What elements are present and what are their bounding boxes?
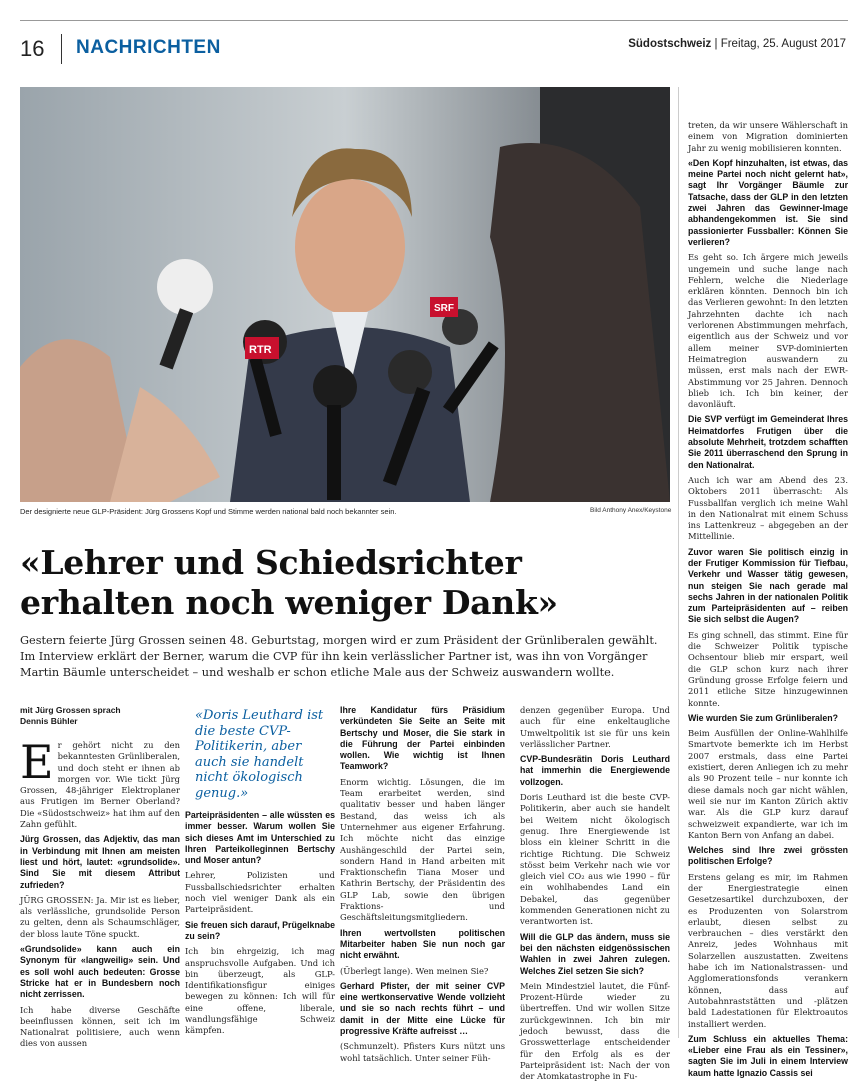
interview-answer: Ich habe diverse Geschäfte beeinflussen können, seit ich im Nationalrat politisiere, auch wenn dies von aussen — [20, 1004, 180, 1049]
column-body — [20, 735, 180, 1050]
photo-credit: Bild Anthony Anex/Keystone — [590, 507, 672, 514]
column-body — [688, 120, 848, 1079]
interview-answer: denzen gegenüber Europa. Und auch für eine enkeltaugliche Umweltpolitik ist sie für uns kein verlässlicher Partner. — [520, 705, 670, 749]
text-column-4 — [520, 705, 670, 1082]
column-body — [520, 705, 670, 1083]
interview-answer: treten, da wir unsere Wählerschaft in einem von Migration dominierten Jahr zu wenig mobilisieren konnten. — [688, 120, 848, 153]
interview-question: Will die GLP das ändern, muss sie bei den nächsten eidgenössischen Wahlen in zwei Jahren zulegen. Welches Ziel setzen Sie sich? — [520, 931, 670, 976]
interview-question: Zuvor waren Sie politisch einzig in der Frutiger Kommission für Tiefbau, Verkehr und Wasser tätig gewesen, nun steigen Sie nach gerade mal sechs Jahren in der nationalen Politik zum Parteipräsidenten auf – reiben Sie sich selbst die Augen? — [688, 546, 848, 625]
drop-cap: E — [20, 735, 54, 789]
byline — [20, 705, 180, 727]
interview-answer: Doris Leuthard ist die beste CVP-Politikerin, aber auch sie handelt bei Weitem nicht ökologisch genug. Ihre Energiewende ist bloss ein kleiner Schritt in die richtige Richtung. Die Schweiz stösst beim Verkehr nach wie vor gleich viel CO₂ aus wie 1990 – für ein wohlhabendes Land ein Debakel, das gegenüber kommenden Generationen nicht zu verantworten ist. — [520, 792, 670, 927]
interview-question: CVP-Bundesrätin Doris Leuthard hat immerhin die Energiewende vollzogen. — [520, 754, 670, 787]
interview-answer: Er gehört nicht zu den bekanntesten Grünliberalen, und doch steht er ihnen ab morgen vor. Wie tickt Jürg Grossen, 48-jähriger Elektroplaner aus Frutigen im Berner Oberland? Die «Südostschweiz» hat ihm auf den Zahn gefühlt. — [20, 735, 180, 830]
interview-answer: Es geht so. Ich ärgere mich jeweils ungemein und suche lange nach Fehlern, welche die Niederlage erklären könnten. Dennoch bin ich das Verlieren gewohnt: In den letzten Jahrzehnten dachte ich nach verlorenen Abstimmungen mehrfach, eigentlich aus der Schweiz und vor allem meiner SVP-dominierten Heimatregion auswandern zu müssen, erst mals nach der EWR-Abstimmung vor 25 Jahren. Dennoch blieb ich. Ich bin keiner, der davonläuft. — [688, 252, 848, 410]
interview-answer: Mein Mindestziel lautet, die Fünf-Prozent-Hürde wieder zu übertreffen. Und wir wollen Sitze zurückgewinnen. Ich bin mir jedoch bewusst, dass die Grosswetterlage entscheidender für den Erfolg als es der Parteipräsident ist: Nach der von der Atomkatastrophe in Fu- — [520, 980, 670, 1082]
paper-name: Südostschweiz — [628, 38, 712, 50]
interview-question: Welches sind Ihre zwei grössten politischen Erfolge? — [688, 845, 848, 867]
interview-question: Gerhard Pfister, der mit seiner CVP eine wertkonservative Wende vollzieht und sie so nach rechts führt – und damit in der Mitte eine Lücke für progressive Kräfte aufreisst … — [340, 980, 505, 1037]
interview-question: Zum Schluss ein aktuelles Thema: «Lieber eine Frau als ein Tessiner», sagten Sie im Juli in einem Interview kaum hatte Ignazio Cassis sei — [688, 1033, 848, 1078]
interview-question: Wie wurden Sie zum Grünliberalen? — [688, 712, 838, 723]
interview-question: «Den Kopf hinzuhalten, ist etwas, das meine Partei noch nicht gelernt hat», sagt Ihr Vorgänger Bäumle zur Tatsache, dass der GLP in den letzten zwei Jahren das Gewinner-Image abhandengekommen ist. Sie sind passionierter Fussballer: Können Sie verlieren? — [688, 157, 848, 247]
text-column-2 — [185, 810, 335, 1038]
section-title: NACHRICHTEN — [76, 37, 221, 58]
interview-question: «Grundsolide» kann auch ein Synonym für «langweilig» sein. Und es soll wohl auch bedeuten: Grosse Stricke hat er in Bundesbern noch nicht zerrissen. — [20, 944, 180, 1000]
interview-answer: Lehrer, Polizisten und Fussballschiedsrichter erhalten noch viel weniger Dank als ein Parteipräsident. — [185, 870, 335, 915]
interview-question: Die SVP verfügt im Gemeinderat Ihres Heimatdorfes Frutigen über die absolute Mehrheit, trotzdem schafften Sie 2011 überraschend den Sprung in den Nationalrat. — [688, 414, 848, 470]
headline: «Lehrer und Schiedsrichter erhalten noch weniger Dank» — [20, 543, 558, 622]
interview-question: Jürg Grossen, das Adjektiv, das man in Verbindung mit Ihnen am meisten liest und hört, lautet: «grundsolide». Sind Sie mit diesem Attribut zufrieden? — [20, 834, 180, 890]
interview-answer: Erstens gelang es mir, im Rahmen der Energiestrategie einen Gesetzesartikel durchzuboxen, der es Produzenten von Solarstrom erlaubt, diesen selbst zu verbrauchen – dies verstärkt den Anreiz, jedes Wohnhaus mit Solarzellen auszustatten. Zweitens habe ich im Nationalstrassen- und Agglomerationsfonds verankern können, dass auf Autobahnraststätten und -plätzen bald Ladestationen für Elektroautos installiert werden. — [688, 871, 848, 1029]
interview-question: Ihre Kandidatur fürs Präsidium verkündeten Sie Seite an Seite mit Bertschy und Moser, die Sie stark in die Führung der Partei einbinden wollen. Wie wichtig ist Ihnen Teamwork? — [340, 705, 505, 772]
pull-quote: «Doris Leuthard ist die beste CVP-Politikerin, aber auch sie handelt nicht ökologisch genug.» — [195, 708, 324, 801]
photo-caption: Der designierte neue GLP-Präsident: Jürg Grossens Kopf und Stimme werden national bald noch bekannter sein. — [20, 507, 397, 516]
byline-prefix: mit Jürg Grossen sprach — [20, 705, 121, 715]
text-column-3 — [340, 705, 505, 1063]
interview-answer: Auch ich war am Abend des 23. Oktobers 2011 überrascht: Als Fussballfan verglich ich meine Wahl in den Nationalrat mit einem Schuss ins Lattenkreuz – abgegeben an der Mittellinie. — [688, 474, 848, 542]
mic-label-srf: SRF — [434, 303, 454, 314]
lead-paragraph: Gestern feierte Jürg Grossen seinen 48. Geburtstag, morgen wird er zum Präsident der Grünliberalen gewählt. Im Interview erklärt der Berner, warum die CVP für ihn kein verlässlicher Partner ist, was ihn von Vorgänger Martin Bäumle unterscheidet – und weshalb er schon etliche Male aus der Schweiz auswandern wollte. — [20, 634, 658, 679]
press-scrum-illustration — [20, 87, 670, 502]
column-body — [340, 705, 505, 1064]
interview-question: Sie freuen sich darauf, Prügelknabe zu sein? — [185, 919, 335, 941]
top-rule — [20, 20, 848, 21]
interview-answer: Es ging schnell, das stimmt. Eine für die Schweizer Politik typische Ochsentour blieb mir erspart, weil die GLP schon kurz nach ihrer Gründung grosse Erfolge feiern und 2011 etliche Sitze hinzugewinnen konnte. — [688, 629, 848, 708]
section-divider — [61, 34, 62, 64]
interview-answer: (Schmunzelt). Pfisters Kurs nützt uns wohl tatsächlich. Unter seiner Füh- — [340, 1041, 505, 1063]
interview-answer: (Überlegt lange). Wen meinen Sie? — [340, 965, 489, 976]
text-column-1 — [20, 735, 180, 1049]
interview-answer: Ich bin ehrgeizig, ich mag anspruchsvolle Aufgaben. Und ich bin überzeugt, als GLP-Identifikationsfigur einiges bewegen zu können: Ich will für eine offene, liberale, wandlungsfähige Schweiz kämpfen. — [185, 946, 335, 1036]
page-number: 16 — [20, 36, 45, 61]
interview-answer: JÜRG GROSSEN: Ja. Mir ist es lieber, als verlässliche, grundsolide Person zu gelten, denn als Schaumschläger, der bloss laute Töne spuckt. — [20, 894, 180, 939]
interview-answer: Enorm wichtig. Lösungen, die im Team erarbeitet werden, sind qualitativ besser und haben länger Bestand, das weiss ich als Unternehmer aus eigener Erfahrung. Ich möchte nicht das einzige Aushängeschild der Partei sein, sondern Hand in Hand arbeiten mit Fraktionschefin Tiana Moser und Kathrin Bertschy, der Präsidentin des GLP Lab, sowie den übrigen Fraktions- und Geschäftsleitungsmitgliedern. — [340, 776, 505, 923]
column-body — [185, 810, 335, 1037]
article-photo — [20, 87, 670, 502]
masthead — [628, 38, 846, 50]
interview-question: Ihren wertvollsten politischen Mitarbeiter haben Sie nun noch gar nicht erwähnt. — [340, 927, 505, 961]
issue-date: | Freitag, 25. August 2017 — [711, 38, 846, 50]
interview-question: Parteipräsidenten – alle wüssten es immer besser. Warum wollen Sie sich dieses Amt im Unterschied zu Ihren Parteikolleginnen Bertschy und Moser antun? — [185, 810, 335, 866]
text-column-5 — [688, 120, 848, 1078]
interview-answer: Beim Ausfüllen der Online-Wahlhilfe Smartvote bemerkte ich im Herbst 2007 erstmals, dass eine Partei existiert, deren Anliegen ich zu mehr als 90 Prozent teile – nur konnte ich diese damals noch gar nicht wählen, weil sie nur im Kanton Zürich aktiv war. Als die GLP kurz darauf schweizweit expandierte, war ich im Kanton Bern von Anfang an dabei. — [688, 728, 848, 840]
byline-author: Dennis Bühler — [20, 716, 78, 726]
column-divider — [678, 87, 679, 1038]
mic-label-rtr: RTR — [249, 344, 272, 356]
